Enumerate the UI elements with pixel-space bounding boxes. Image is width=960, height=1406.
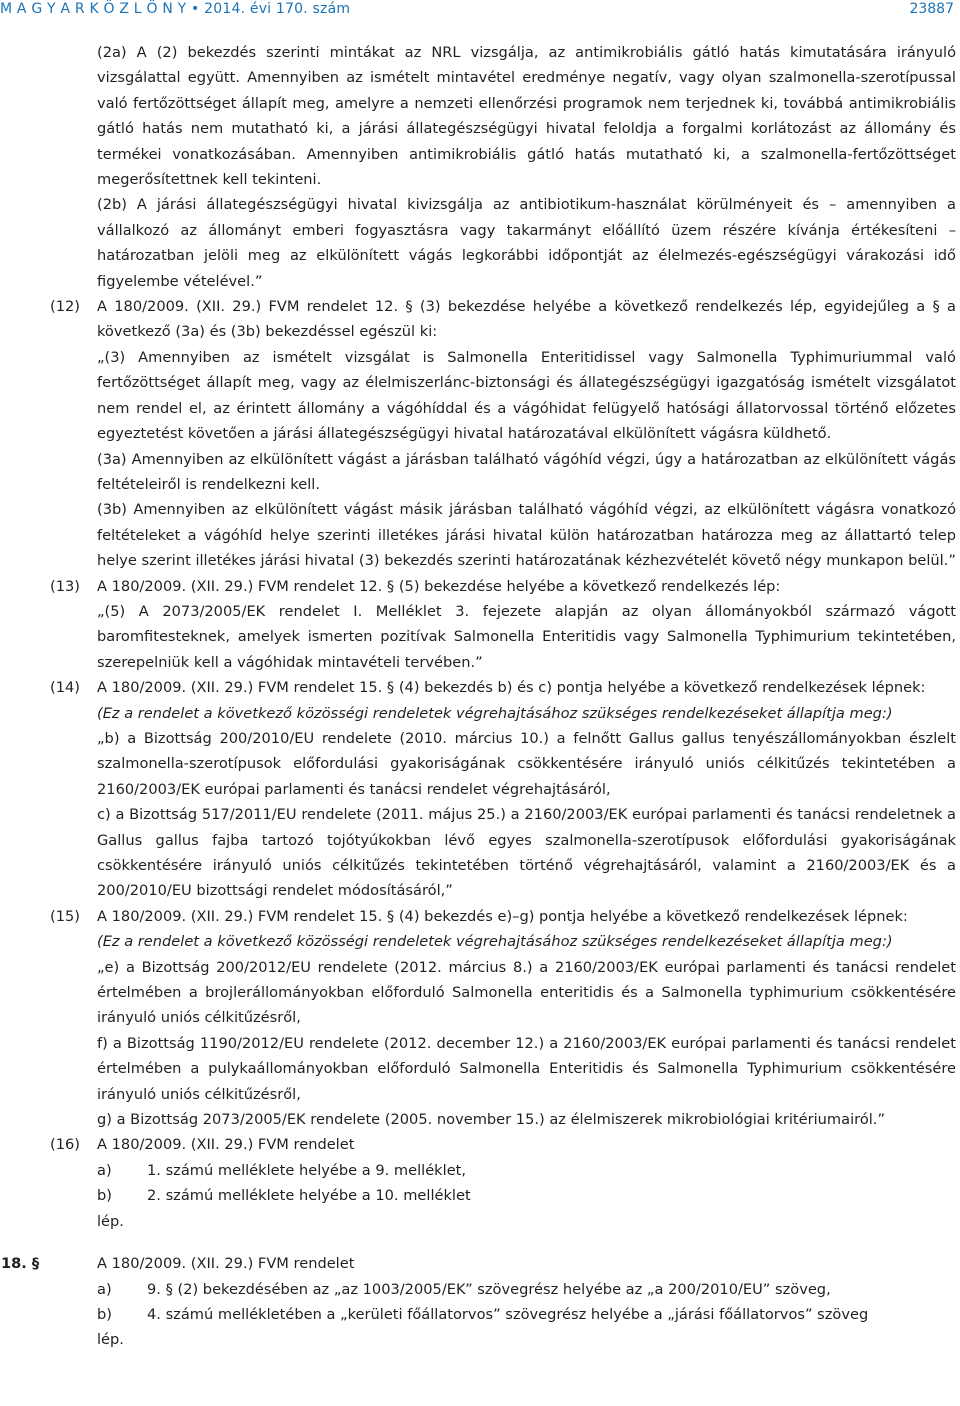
item-number: (16): [50, 1136, 80, 1154]
quoted-paragraph: (3b) Amennyiben az elkülönített vágást másik járásban található vágóhíd végzi, az elkülönített vágásra vonatkozó feltételeket a vágóhíd helye szerinti illetékes járási hivatal külön határozatban határozza meg az állattartó telep helye szerint illetékes járási hivatal (3) bekezdés szerinti határozatának kézhezvételét követő négy munkapon belül.”: [97, 501, 956, 570]
item-number: (12): [50, 298, 80, 316]
paragraph-2b: (2b) A járási állategészségügyi hivatal kivizsgálja az antibiotikum-használat körülményeit és – amennyiben a vállalkozó az állományt emberi fogyasztásra vagy takarmányt előállító üzem részére kívánja értékesíteni – határozatban jelöli meg az elkülönített vágás legkorábbi időpontját az élelmezés-egészségügyi várakozási idő figyelembe vételével.”: [97, 196, 956, 290]
quoted-paragraph: c) a Bizottság 517/2011/EU rendelete (2011. május 25.) a 2160/2003/EK európai parlamenti és tanácsi rendeletnek a Gallus gallus fajba tartozó tojótyúkokban lévő egyes szalmonella-szerotípusok előfordulási gyakoriságának csökkentésére irányuló uniós célkitűzés tekintetében történő végrehajtásáról, valamint a 2160/2003/EK és a 200/2010/EU bizottsági rendelet módosításáról,”: [97, 806, 956, 900]
sub-text: 1. számú melléklete helyébe a 9. melléklet,: [147, 1161, 467, 1179]
quoted-paragraph: f) a Bizottság 1190/2012/EU rendelete (2012. december 12.) a 2160/2003/EK európai parlamenti és tanácsi rendelet értelmében a pulykaállományokban előforduló Salmonella Enteritidis és Salmonella Typhimurium csökkentésére irányuló uniós célkitűzésről,: [97, 1034, 956, 1103]
closing-word: lép.: [97, 1331, 124, 1349]
item-number: (14): [50, 679, 80, 697]
section-text: A 180/2009. (XII. 29.) FVM rendelet: [97, 1255, 355, 1273]
item-text: A 180/2009. (XII. 29.) FVM rendelet 12. § (3) bekezdése helyébe a következő rendelkezés lép, egyidejűleg a § a következő (3a) és (3b) bekezdéssel egészül ki:: [97, 298, 956, 341]
sub-label: a): [97, 1161, 112, 1179]
item-number: (15): [50, 907, 80, 925]
section-18: [0, 1251, 960, 1276]
paragraph-2a: (2a) A (2) bekezdés szerinti mintákat az NRL vizsgálja, az antimikrobiális gátló hatás kimutatására irányuló vizsgálattal együtt. Amennyiben az ismételt mintavétel eredménye negatív, vagy olyan szalmonella-szerotípussal való fertőzöttséget állapít meg, amelyre a nemzeti ellenőrzési programok nem terjednek ki, továbbá antimikrobiális gátló hatás nem mutatható ki, a járási állategészségügyi hivatal feloldja a forgalmi korlátozást az állomány és termékei vonatkozásában. Amennyiben antimikrobiális gátló hatás mutatható ki, a szalmonella-fertőzöttséget megerősítettnek kell tekinteni.: [97, 44, 956, 189]
page-number: 23887: [909, 1, 954, 17]
quoted-paragraph: „(3) Amennyiben az ismételt vizsgálat is Salmonella Enteritidissel vagy Salmonella Typhimuriummal való fertőzöttséget állapít meg, vagy az élelmiszerlánc-biztonsági és állategészségügyi igazgatóság ismételt vizsgálatot nem rendel el, az érintett állomány a vágóhíddal és a vágóhidat felügyelő hatósági állatorvossal történő előzetes egyeztetést követően a járási állategészségügyi hivatal határozatával elkülönített vágásra küldhető.: [97, 348, 956, 443]
page-header: [0, 0, 960, 22]
item-text: A 180/2009. (XII. 29.) FVM rendelet: [97, 1136, 355, 1154]
document-body: [0, 40, 960, 1353]
sub-item-a: [97, 1158, 960, 1183]
italic-note: (Ez a rendelet a következő közösségi rendeletek végrehajtásához szükséges rendelkezéseket állapítja meg:): [97, 704, 893, 722]
item-15: [0, 904, 956, 1133]
item-number: (13): [50, 577, 80, 595]
sub-item-b: [97, 1302, 960, 1327]
sub-label: b): [97, 1187, 112, 1205]
quoted-paragraph: „b) a Bizottság 200/2010/EU rendelete (2010. március 10.) a felnőtt Gallus gallus tenyészállományokban észlelt szalmonella-szerotípusok előfordulási gyakoriságának csökkentésére irányuló uniós célkitűzés tekintetében a 2160/2003/EK európai parlamenti és tanácsi rendelet végrehajtásáról,: [97, 729, 956, 798]
sub-label: b): [97, 1305, 112, 1323]
closing-word: lép.: [97, 1212, 124, 1230]
sub-label: a): [97, 1280, 112, 1298]
sub-item-a: [97, 1277, 960, 1302]
item-text: A 180/2009. (XII. 29.) FVM rendelet 12. § (5) bekezdése helyébe a következő rendelkezés lép:: [97, 577, 781, 595]
quoted-paragraph: (3a) Amennyiben az elkülönített vágást a járásban található vágóhíd végzi, úgy a határozatban az elkülönített vágás feltételeiről is rendelkezni kell.: [97, 450, 956, 493]
quoted-paragraph: g) a Bizottság 2073/2005/EK rendelete (2005. november 15.) az élelmiszerek mikrobiológiai kritériumairól.”: [97, 1111, 886, 1129]
quoted-paragraph: „(5) A 2073/2005/EK rendelet I. Melléklet 3. fejezete alapján az olyan állományokból származó vágott baromfitesteknek, amelyek ismerten pozitívak Salmonella Enteritidis vagy Salmonella Typhimurium tekintetében, szerepelniük kell a vágóhidak mintavételi tervében.”: [97, 602, 956, 671]
sub-text: 4. számú mellékletében a „kerületi főállatorvos” szövegrész helyébe a „járási főállatorvos” szöveg: [147, 1305, 869, 1323]
italic-note: (Ez a rendelet a következő közösségi rendeletek végrehajtásához szükséges rendelkezéseket állapítja meg:): [97, 933, 893, 951]
quoted-paragraph: „e) a Bizottság 200/2012/EU rendelete (2012. március 8.) a 2160/2003/EK európai parlamenti és tanácsi rendelet értelmében a brojlerállományokban előforduló Salmonella enteritidis és a Salmonella typhimurium csökkentésére irányuló uniós célkitűzésről,: [97, 958, 956, 1027]
item-text: A 180/2009. (XII. 29.) FVM rendelet 15. § (4) bekezdés b) és c) pontja helyébe a következő rendelkezések lépnek:: [97, 679, 926, 697]
sub-text: 9. § (2) bekezdésében az „az 1003/2005/EK” szövegrész helyébe az „a 200/2010/EU” szöveg,: [147, 1280, 831, 1298]
item-text: A 180/2009. (XII. 29.) FVM rendelet 15. § (4) bekezdés e)–g) pontja helyébe a következő rendelkezések lépnek:: [97, 907, 908, 925]
sub-text: 2. számú melléklete helyébe a 10. melléklet: [147, 1187, 471, 1205]
sub-item-b: [97, 1183, 960, 1208]
item-12: [0, 294, 956, 573]
item-16: [0, 1132, 956, 1157]
item-13: [0, 574, 956, 676]
journal-title: M A G Y A R K Ö Z L Ö N Y • 2014. évi 170. szám: [0, 1, 351, 17]
item-14: [0, 675, 956, 904]
section-number: 18. §: [1, 1255, 40, 1273]
